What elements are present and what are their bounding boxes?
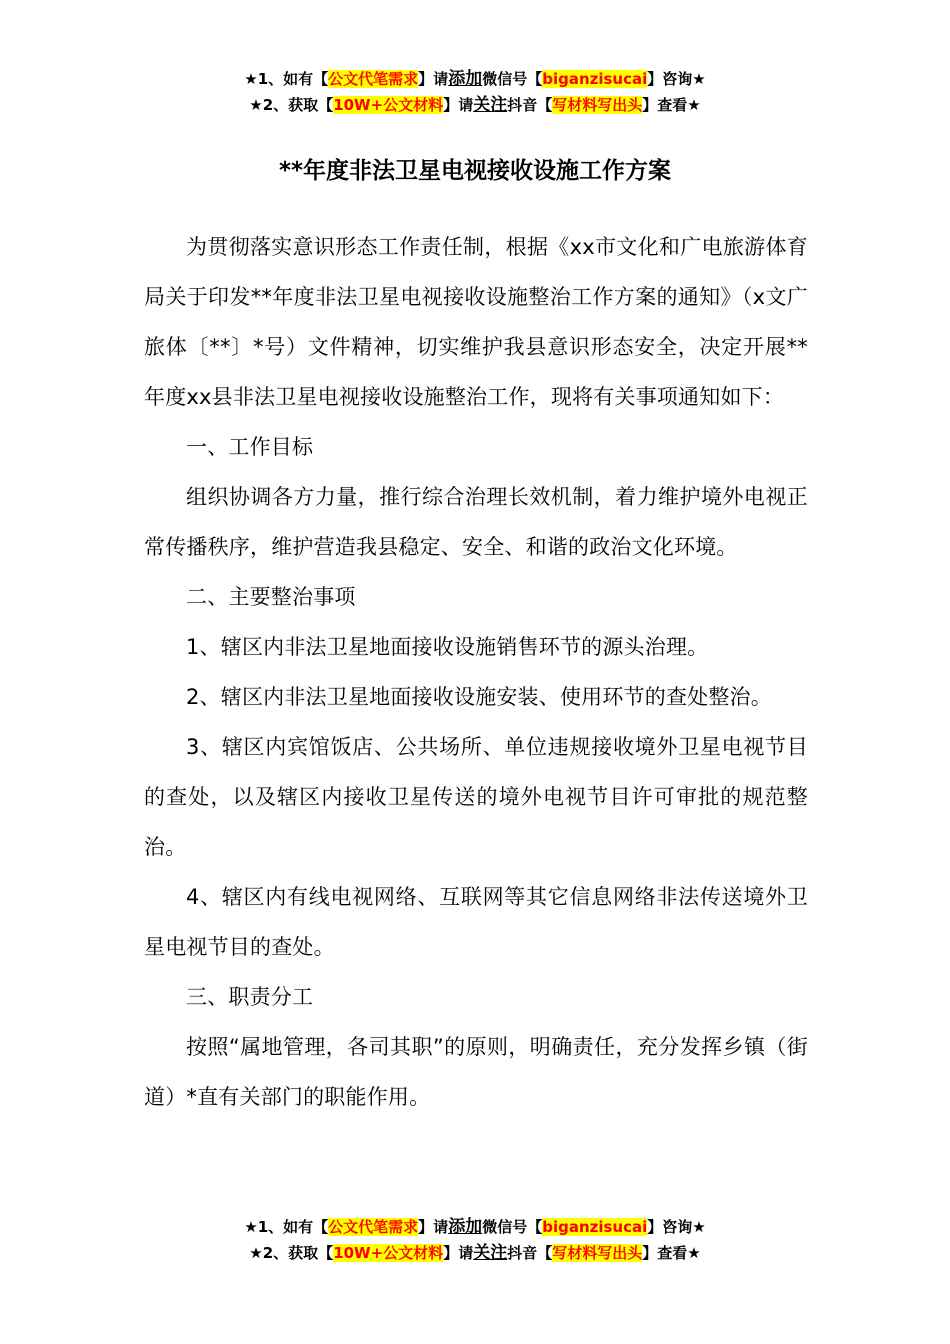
highlight-douyin-account: 写材料写出头	[552, 1244, 643, 1262]
highlight-materials: 10W+公文材料	[333, 96, 444, 114]
list-item: 1、辖区内非法卫星地面接收设施销售环节的源头治理。	[186, 635, 709, 659]
header-banner	[0, 66, 950, 118]
document-title: **年度非法卫星电视接收设施工作方案	[278, 158, 672, 184]
banner-line-1: ★1、如有【公文代笔需求】请添加微信号【biganzisucai】咨询★	[244, 1217, 706, 1237]
section-heading-duties: 三、职责分工	[186, 985, 314, 1009]
banner-line-1: ★1、如有【公文代笔需求】请添加微信号【biganzisucai】咨询★	[244, 69, 706, 89]
highlight-service: 公文代笔需求	[328, 1218, 419, 1236]
banner-line-2: ★2、获取【10W+公文材料】请关注抖音【写材料写出头】查看★	[249, 95, 701, 115]
highlight-wechat-id: biganzisucai	[542, 1218, 648, 1236]
highlight-douyin-account: 写材料写出头	[552, 96, 643, 114]
section-heading-items: 二、主要整治事项	[186, 585, 356, 609]
section-heading-goals: 一、工作目标	[186, 435, 314, 459]
footer-banner	[0, 1214, 950, 1266]
list-item: 2、辖区内非法卫星地面接收设施安装、使用环节的查处整治。	[186, 685, 772, 709]
highlight-wechat-id: biganzisucai	[542, 70, 648, 88]
paragraph-goals: 组织协调各方力量，推行综合治理长效机制，着力维护境外电视正常传播秩序，维护营造我县稳定、安全、和谐的政治文化环境。	[144, 485, 808, 559]
document-body	[144, 222, 808, 1122]
banner-line-2: ★2、获取【10W+公文材料】请关注抖音【写材料写出头】查看★	[249, 1243, 701, 1263]
highlight-materials: 10W+公文材料	[333, 1244, 444, 1262]
list-item: 4、辖区内有线电视网络、互联网等其它信息网络非法传送境外卫星电视节目的查处。	[144, 885, 808, 959]
highlight-service: 公文代笔需求	[328, 70, 419, 88]
paragraph-duties: 按照“属地管理，各司其职”的原则，明确责任，充分发挥乡镇（街道）*直有关部门的职能作用。	[144, 1035, 808, 1109]
paragraph-intro: 为贯彻落实意识形态工作责任制，根据《xx市文化和广电旅游体育局关于印发**年度非法卫星电视接收设施整治工作方案的通知》（x文广旅体〔**〕*号）文件精神，切实维护我县意识形态安全，决定开展**年度xx县非法卫星电视接收设施整治工作，现将有关事项通知如下：	[144, 235, 808, 409]
list-item: 3、辖区内宾馆饭店、公共场所、单位违规接收境外卫星电视节目的查处，以及辖区内接收卫星传送的境外电视节目许可审批的规范整治。	[144, 735, 808, 859]
